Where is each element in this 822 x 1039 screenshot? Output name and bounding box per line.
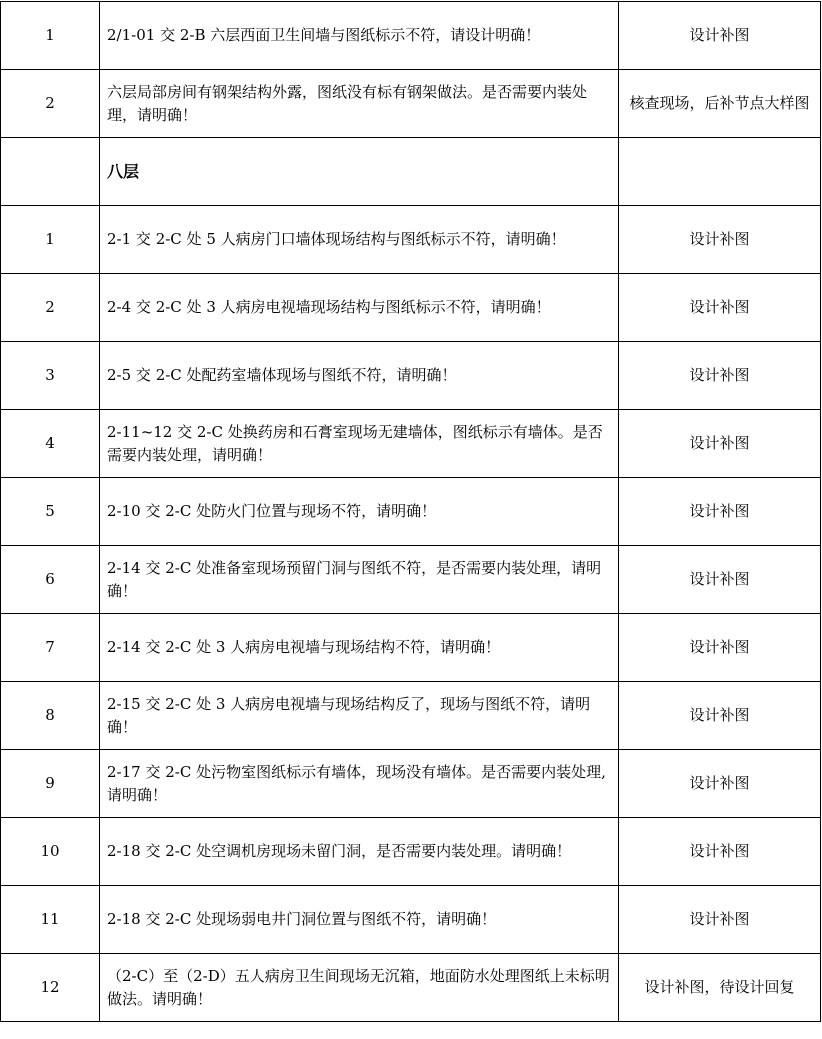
table-row [1,546,821,614]
issue-description: 2-14 交 2-C 处 3 人病房电视墙与现场结构不符，请明确！ [100,614,619,682]
table-row [1,206,821,274]
table-row [1,886,821,954]
response-cell: 设计补图 [619,682,821,750]
row-number: 2 [1,274,100,342]
issue-description: 2-14 交 2-C 处准备室现场预留门洞与图纸不符，是否需要内装处理，请明确！ [100,546,619,614]
table-row [1,478,821,546]
row-number [1,138,100,206]
response-cell: 设计补图 [619,478,821,546]
response-cell: 设计补图 [619,274,821,342]
issue-description: （2-C）至（2-D）五人病房卫生间现场无沉箱，地面防水处理图纸上未标明做法。请明确！ [100,954,619,1022]
response-cell [619,138,821,206]
row-number: 1 [1,2,100,70]
issue-description: 六层局部房间有钢架结构外露，图纸没有标有钢架做法。是否需要内装处理，请明确！ [100,70,619,138]
table-row [1,70,821,138]
row-number: 5 [1,478,100,546]
response-cell: 设计补图 [619,886,821,954]
issue-description: 2-4 交 2-C 处 3 人病房电视墙现场结构与图纸标示不符，请明确！ [100,274,619,342]
table-row [1,2,821,70]
row-number: 6 [1,546,100,614]
issues-table [0,1,821,1022]
row-number: 8 [1,682,100,750]
response-cell: 设计补图，待设计回复 [619,954,821,1022]
row-number: 7 [1,614,100,682]
issue-description: 2-10 交 2-C 处防火门位置与现场不符，请明确！ [100,478,619,546]
table-row [1,682,821,750]
table-row [1,274,821,342]
row-number: 10 [1,818,100,886]
response-cell: 设计补图 [619,546,821,614]
table-row [1,954,821,1022]
response-cell: 设计补图 [619,206,821,274]
row-number: 2 [1,70,100,138]
table-row [1,750,821,818]
issue-description: 2-11~12 交 2-C 处换药房和石膏室现场无建墙体，图纸标示有墙体。是否需要内装处理，请明确！ [100,410,619,478]
response-cell: 核查现场，后补节点大样图 [619,70,821,138]
row-number: 4 [1,410,100,478]
table-row [1,614,821,682]
row-number: 3 [1,342,100,410]
section-title: 八层 [100,138,619,206]
table-row [1,342,821,410]
issue-description: 2-1 交 2-C 处 5 人病房门口墙体现场结构与图纸标示不符，请明确！ [100,206,619,274]
response-cell: 设计补图 [619,750,821,818]
response-cell: 设计补图 [619,818,821,886]
issue-description: 2-18 交 2-C 处空调机房现场未留门洞，是否需要内装处理。请明确！ [100,818,619,886]
response-cell: 设计补图 [619,2,821,70]
response-cell: 设计补图 [619,614,821,682]
issue-description: 2-17 交 2-C 处污物室图纸标示有墙体，现场没有墙体。是否需要内装处理,请明确！ [100,750,619,818]
section-row-floor-8 [1,138,821,206]
row-number: 12 [1,954,100,1022]
table-row [1,410,821,478]
issue-description: 2-5 交 2-C 处配药室墙体现场与图纸不符，请明确！ [100,342,619,410]
issue-description: 2/1-01 交 2-B 六层西面卫生间墙与图纸标示不符，请设计明确！ [100,2,619,70]
row-number: 1 [1,206,100,274]
response-cell: 设计补图 [619,410,821,478]
issue-description: 2-15 交 2-C 处 3 人病房电视墙与现场结构反了，现场与图纸不符，请明确！ [100,682,619,750]
response-cell: 设计补图 [619,342,821,410]
issue-description: 2-18 交 2-C 处现场弱电井门洞位置与图纸不符，请明确！ [100,886,619,954]
table-row [1,818,821,886]
row-number: 9 [1,750,100,818]
row-number: 11 [1,886,100,954]
